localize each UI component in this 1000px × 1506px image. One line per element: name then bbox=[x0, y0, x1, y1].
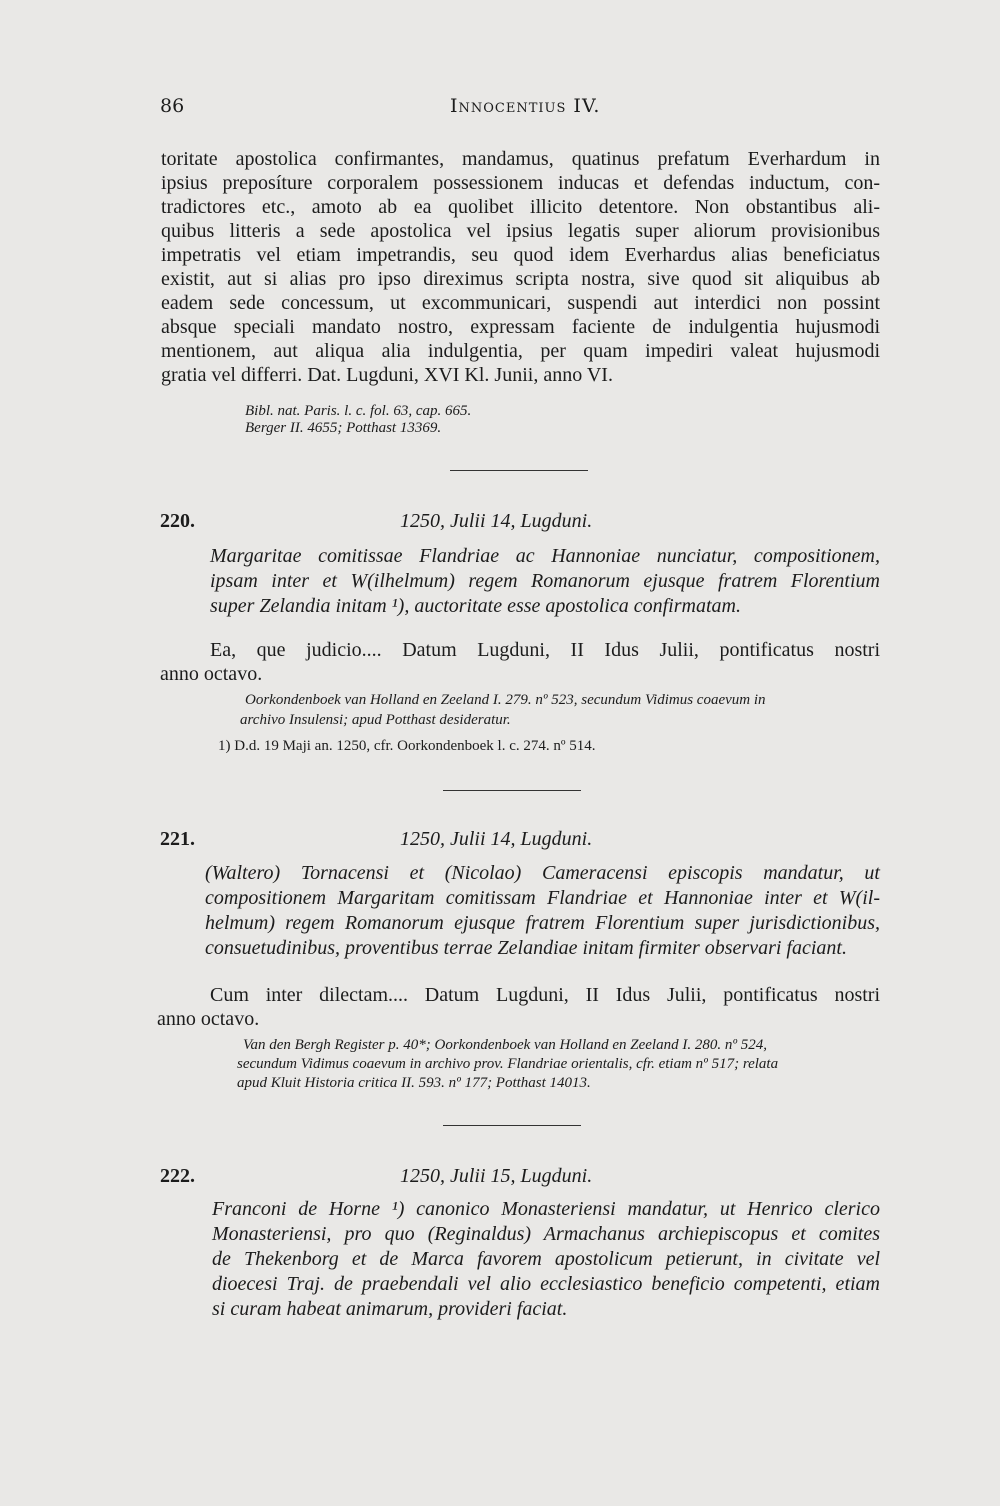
text-line: tradictores etc., amoto ab ea quolibet illicito detentore. Non obstantibus ali- bbox=[161, 196, 880, 218]
entry-text-line: Ea, que judicio.... Datum Lugduni, II Idus Julii, pontificatus nostri bbox=[210, 639, 880, 661]
entry-summary bbox=[210, 544, 880, 619]
text-line: existit, aut si alias pro ipso direximus scripta nostra, sive quod sit aliquibus ab bbox=[161, 268, 880, 290]
source-citation: apud Kluit Historia critica II. 593. nº 177; Potthast 14013. bbox=[237, 1075, 591, 1091]
source-citation: archivo Insulensi; apud Potthast desideratur. bbox=[240, 712, 511, 728]
entry-date: 1250, Julii 14, Lugduni. bbox=[400, 510, 593, 532]
entry-text-line: anno octavo. bbox=[160, 663, 263, 685]
summary-line: ipsam inter et W(ilhelmum) regem Romanorum ejusque fratrem Florentium bbox=[210, 570, 880, 592]
summary-line: Franconi de Horne ¹) canonico Monasteriensi mandatur, ut Henrico clerico bbox=[212, 1198, 880, 1220]
separator-rule bbox=[443, 1125, 581, 1126]
summary-line: compositionem Margaritam comitissam Flandriae et Hannoniae inter et W(il- bbox=[205, 887, 880, 909]
entry-number: 220. bbox=[160, 510, 195, 532]
text-line: absque speciali mandato nostro, expressam faciente de indulgentia hujusmodi bbox=[161, 316, 880, 338]
continued-paragraph bbox=[161, 147, 880, 387]
source-citation: Oorkondenboek van Holland en Zeeland I. 279. nº 523, secundum Vidimus coaevum in bbox=[245, 692, 766, 708]
entry-date: 1250, Julii 14, Lugduni. bbox=[400, 828, 593, 850]
entry-number: 221. bbox=[160, 828, 195, 850]
entry-number: 222. bbox=[160, 1165, 195, 1187]
source-citation: secundum Vidimus coaevum in archivo prov. Flandriae orientalis, cfr. etiam nº 517; relata bbox=[237, 1056, 779, 1072]
summary-line: dioecesi Traj. de praebendali vel alio ecclesiastico beneficio competenti, etiam bbox=[212, 1273, 880, 1295]
page-number: 86 bbox=[160, 95, 185, 117]
entry-text-line: anno octavo. bbox=[157, 1008, 260, 1030]
separator-rule bbox=[443, 790, 581, 791]
entry-summary bbox=[212, 1197, 880, 1322]
summary-line: de Thekenborg et de Marca favorem apostolicum petierunt, in civitate vel bbox=[212, 1248, 880, 1270]
text-line: toritate apostolica confirmantes, mandamus, quatinus prefatum Everhardum in bbox=[161, 148, 880, 170]
source-citation: Berger II. 4655; Potthast 13369. bbox=[245, 420, 442, 436]
text-line: mentionem, aut aliqua alia indulgentia, per quam impediri valeat hujusmodi bbox=[161, 340, 880, 362]
text-line: quibus litteris a sede apostolica vel ipsius legatis super aliorum provisionibus bbox=[161, 220, 880, 242]
running-header bbox=[160, 95, 880, 121]
entry-date: 1250, Julii 15, Lugduni. bbox=[400, 1165, 593, 1187]
entry-text-line: Cum inter dilectam.... Datum Lugduni, II Idus Julii, pontificatus nostri bbox=[210, 984, 880, 1006]
source-citation: Van den Bergh Register p. 40*; Oorkondenboek van Holland en Zeeland I. 280. nº 524, bbox=[243, 1037, 767, 1053]
summary-line: Monasteriensi, pro quo (Reginaldus) Armachanus archiepiscopus et comites bbox=[212, 1223, 880, 1245]
summary-line: si curam habeat animarum, provideri faciat. bbox=[212, 1298, 568, 1320]
text-line: ipsius preposíture corporalem possessionem inducas et defendas inductum, con- bbox=[161, 172, 880, 194]
summary-line: Margaritae comitissae Flandriae ac Hannoniae nunciatur, compositionem, bbox=[210, 545, 880, 567]
text-line: impetratis vel etiam impetrandis, seu quod idem Everhardus alias beneficiatus bbox=[161, 244, 880, 266]
summary-line: (Waltero) Tornacensi et (Nicolao) Cameracensi episcopis mandatur, ut bbox=[205, 862, 880, 884]
summary-line: consuetudinibus, proventibus terrae Zelandiae initam firmiter observari faciant. bbox=[205, 937, 847, 959]
source-citation: Bibl. nat. Paris. l. c. fol. 63, cap. 665. bbox=[245, 403, 472, 419]
summary-line: super Zelandia initam ¹), auctoritate esse apostolica confirmatam. bbox=[210, 595, 741, 617]
summary-line: helmum) regem Romanorum ejusque fratrem Florentium super jurisdictionibus, bbox=[205, 912, 880, 934]
text-line: gratia vel differri. Dat. Lugduni, XVI Kl. Junii, anno VI. bbox=[161, 364, 613, 386]
separator-rule bbox=[450, 470, 588, 471]
entry-summary bbox=[205, 861, 880, 961]
running-title: Innocentius IV. bbox=[450, 95, 601, 117]
text-line: eadem sede concessum, ut excommunicari, suspendi aut interdici non possint bbox=[161, 292, 880, 314]
footnote: 1) D.d. 19 Maji an. 1250, cfr. Oorkondenboek l. c. 274. nº 514. bbox=[218, 738, 596, 754]
